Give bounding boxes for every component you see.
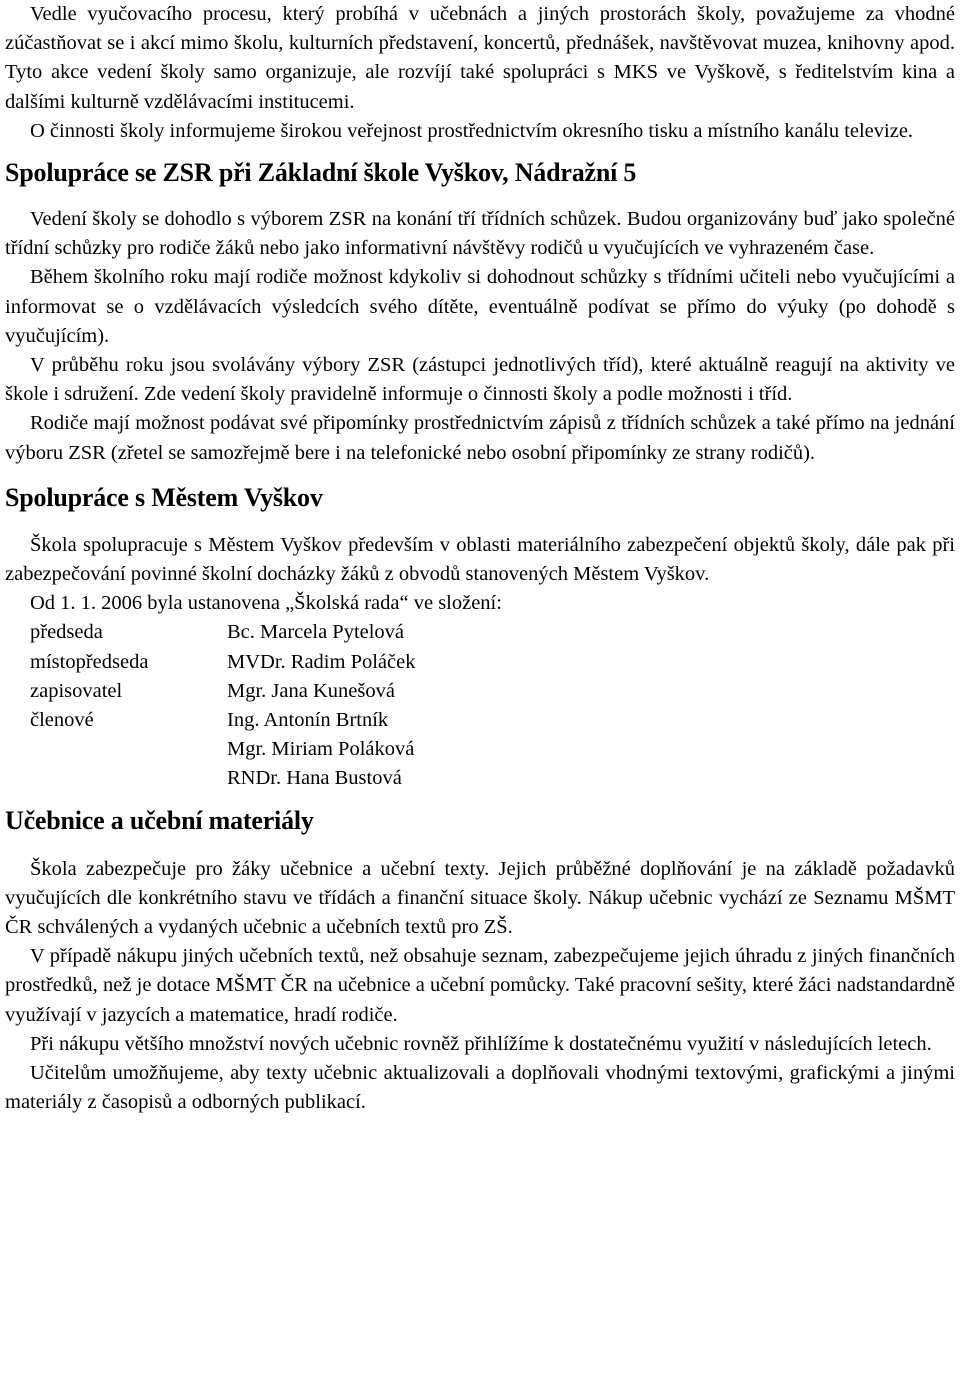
zsr-heading: Spolupráce se ZSR při Základní škole Vyškov, Nádražní 5 bbox=[5, 158, 637, 188]
council-row bbox=[30, 618, 955, 647]
council-role: zapisovatel bbox=[30, 679, 123, 702]
council-names bbox=[227, 677, 395, 706]
council-member-name: MVDr. Radim Poláček bbox=[227, 650, 416, 673]
ucebnice-paragraph-purchases: Při nákupu většího množství nových učebnic rovněž přihlížíme k dostatečnému využití v následujících letech. bbox=[30, 1032, 932, 1055]
mesto-section bbox=[5, 483, 955, 794]
ucebnice-paragraph-other-texts: V případě nákupu jiných učebních textů, než obsahuje seznam, zabezpečujeme jejich úhradu z jiných finančních prostředků, než je dotace MŠMT ČR na učebnice a učební pomůcky. Také pracovní sešity, které žáci nadstandardně využívají v jazycích a matematice, hradí rodiče. bbox=[5, 945, 955, 1026]
council-role: místopředseda bbox=[30, 650, 149, 673]
intro-section bbox=[5, 0, 955, 146]
council-role: členové bbox=[30, 709, 94, 732]
council-names bbox=[227, 648, 415, 677]
mesto-paragraph-cooperation: Škola spolupracuje s Městem Vyškov především v oblasti materiálního zabezpečení objektů školy, dále pak při zabezpečování povinné školní docházky žáků z obvodů stanovených Městem Vyškov. bbox=[5, 533, 955, 586]
ucebnice-heading: Učebnice a učební materiály bbox=[5, 805, 314, 835]
council-row bbox=[30, 677, 955, 706]
ucebnice-section bbox=[5, 806, 955, 1118]
council-member-name: Ing. Antonín Brtník bbox=[227, 709, 389, 732]
council-member-name: Mgr. Miriam Poláková bbox=[227, 738, 415, 761]
council-member-name: Bc. Marcela Pytelová bbox=[227, 621, 405, 644]
council-member-name: Mgr. Jana Kunešová bbox=[227, 679, 395, 702]
intro-paragraph-public-info: O činnosti školy informujeme širokou veřejnost prostřednictvím okresního tisku a místního kanálu televize. bbox=[30, 119, 914, 142]
council-member-name: RNDr. Hana Bustová bbox=[227, 767, 402, 790]
mesto-heading: Spolupráce s Městem Vyškov bbox=[5, 482, 323, 512]
school-council-list bbox=[30, 618, 955, 793]
zsr-section bbox=[5, 158, 955, 468]
council-row bbox=[30, 706, 955, 794]
ucebnice-paragraph-textbooks: Škola zabezpečuje pro žáky učebnice a učební texty. Jejich průběžné doplňování je na základě požadavků vyučujících dle konkrétního stavu ve třídách a finanční situace školy. Nákup učebnic vychází ze Seznamu MŠMT ČR schválených a vydaných učebnic a učebních textů pro ZŠ. bbox=[5, 857, 955, 939]
council-names bbox=[227, 618, 404, 647]
zsr-paragraph-consultations: Během školního roku mají rodiče možnost kdykoliv si dohodnout schůzky s třídními učiteli nebo vyučujícími a informovat se o vzdělávacích výsledcích svého dítěte, eventuálně podívat se přímo do výuky (po dohodě s vyučujícím). bbox=[5, 266, 955, 347]
zsr-paragraph-committees: V průběhu roku jsou svolávány výbory ZSR (zástupci jednotlivých tříd), které aktuálně reagují na aktivity ve škole i sdružení. Zde vedení školy pravidelně informuje o činnosti školy a podle možnosti i tříd. bbox=[5, 354, 955, 406]
intro-paragraph-activities: Vedle vyučovacího procesu, který probíhá v učebnách a jiných prostorách školy, považujeme za vhodné zúčastňovat se i akcí mimo školu, kulturních představení, koncertů, přednášek, navštěvovat muzea, knihovny apod. Tyto akce vedení školy samo organizuje, ale rozvíjí také spolupráci s MKS ve Vyškově, s ředitelstvím kina a dalšími kulturně vzdělávacími institucemi. bbox=[5, 3, 955, 113]
council-names bbox=[227, 706, 414, 794]
council-row bbox=[30, 648, 955, 677]
zsr-paragraph-feedback: Rodiče mají možnost podávat své připomínky prostřednictvím zápisů z třídních schůzek a také přímo na jednání výboru ZSR (zřetel se samozřejmě bere i na telefonické nebo osobní připomínky ze strany rodičů). bbox=[5, 412, 955, 464]
document-page bbox=[5, 0, 955, 1118]
zsr-paragraph-meetings: Vedení školy se dohodlo s výborem ZSR na konání tří třídních schůzek. Budou organizovány buď jako společné třídní schůzky pro rodiče žáků nebo jako informativní návštěvy rodičů u vyučujících ve vyhrazeném čase. bbox=[5, 208, 955, 260]
ucebnice-paragraph-teachers: Učitelům umožňujeme, aby texty učebnic aktualizovali a doplňovali vhodnými textovými, grafickými a jinými materiály z časopisů a odborných publikací. bbox=[5, 1062, 955, 1114]
mesto-paragraph-council: Od 1. 1. 2006 byla ustanovena „Školská rada“ ve složení: bbox=[30, 592, 502, 615]
council-role: předseda bbox=[30, 621, 103, 644]
